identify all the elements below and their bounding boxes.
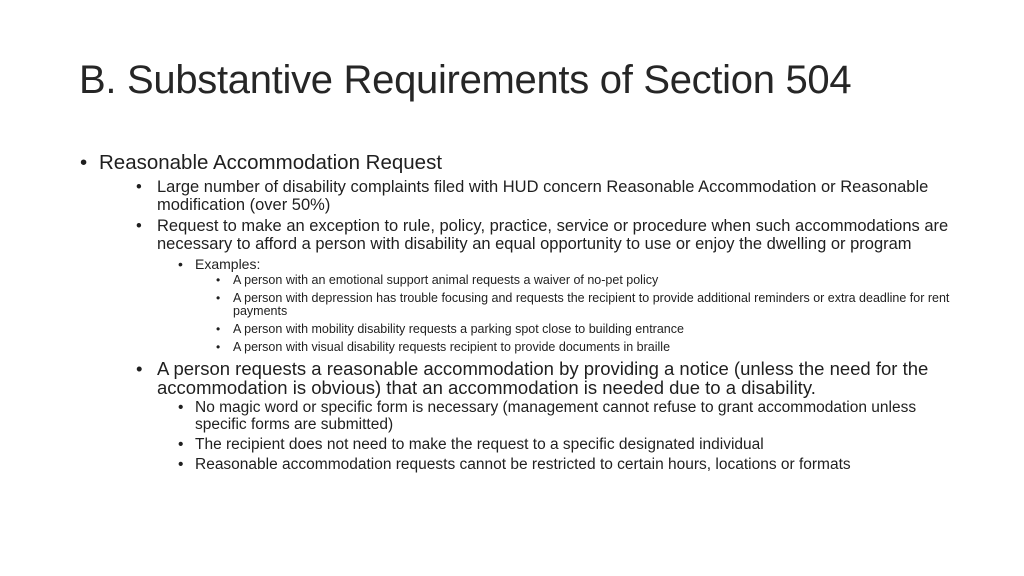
list-item: • Large number of disability complaints filed with HUD concern Reasonable Accommodation or Reasonable modification (over 50%)	[99, 178, 958, 215]
list-item: • Reasonable accommodation requests cannot be restricted to certain hours, locations or formats	[99, 456, 958, 473]
reasonable-accommodation-heading: Reasonable Accommodation Request	[99, 151, 443, 174]
notice-text: A person requests a reasonable accommodation by providing a notice (unless the need for the accommodation is obvious) that an accommodation is needed due to a disability.	[157, 357, 929, 398]
notice-sub-list	[157, 399, 958, 473]
list-item: • A person with visual disability requests recipient to provide documents in braille	[99, 341, 958, 354]
examples-list	[157, 256, 958, 354]
list-item: • No magic word or specific form is necessary (management cannot refuse to grant accommodation unless specific forms are submitted)	[99, 399, 958, 433]
content-list	[78, 153, 958, 476]
list-item	[99, 359, 958, 473]
list-item: • A person with mobility disability requests a parking spot close to building entrance	[99, 323, 958, 336]
list-item: • A person with an emotional support animal requests a waiver of no-pet policy	[99, 274, 958, 287]
list-item	[99, 217, 958, 354]
list-item	[99, 256, 958, 354]
list-item	[78, 153, 958, 473]
list-item: • A person with depression has trouble focusing and requests the recipient to provide additional reminders or extra deadline for rent payments	[99, 292, 958, 318]
example-items	[195, 274, 958, 354]
sub-list	[99, 178, 958, 473]
examples-label: Examples:	[195, 255, 261, 272]
list-item: • The recipient does not need to make the request to a specific designated individual	[99, 436, 958, 453]
definition-text: Request to make an exception to rule, policy, practice, service or procedure when such accommodations are necessary to afford a person with disability an equal opportunity to use or enjoy the dwelling or program	[157, 216, 949, 253]
slide-title: B. Substantive Requirements of Section 504	[79, 58, 852, 102]
